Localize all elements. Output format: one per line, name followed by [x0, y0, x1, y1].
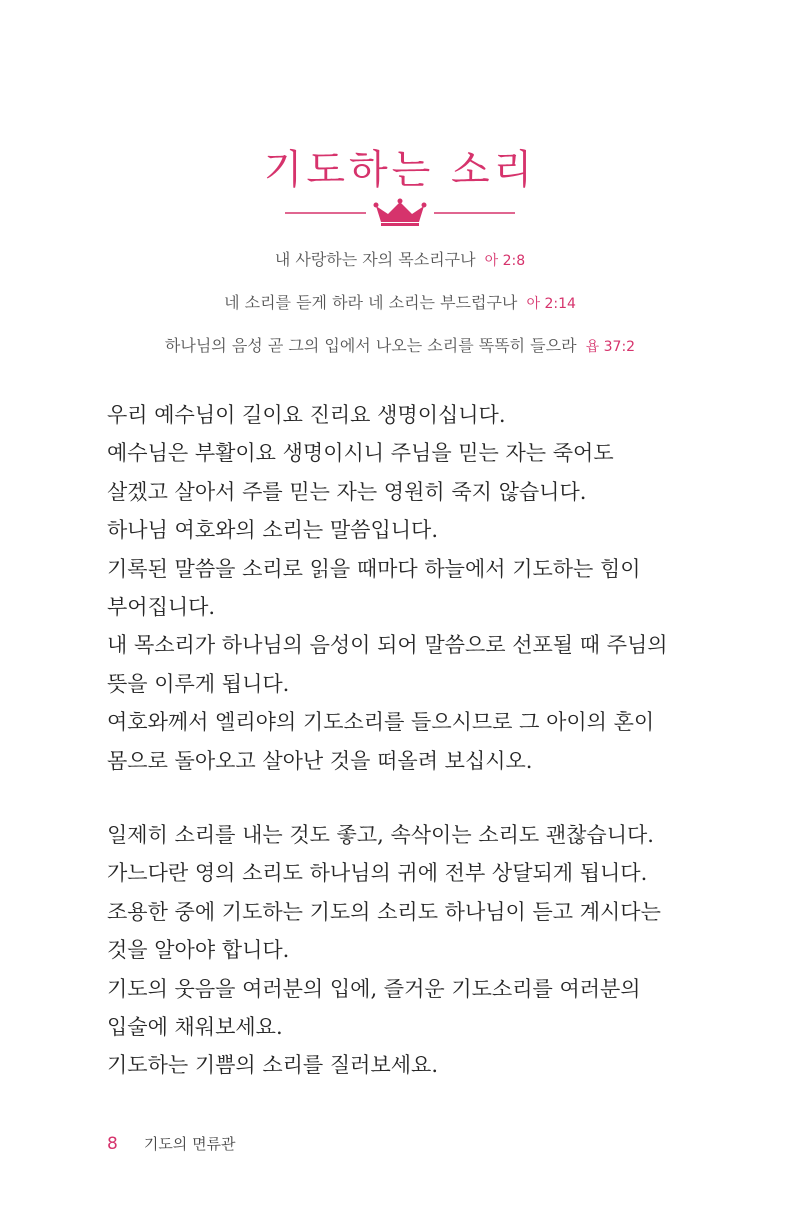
body-line: 예수님은 부활이요 생명이시니 주님을 믿는 자는 죽어도 [107, 441, 614, 466]
verse-reference: 아 2:14 [526, 296, 576, 312]
book-title: 기도의 면류관 [143, 1135, 236, 1153]
crown-icon-jewel-right [422, 203, 427, 208]
body-line: 하나님 여호와의 소리는 말씀입니다. [107, 518, 438, 543]
verse-list [0, 246, 800, 375]
verse-line [0, 332, 800, 375]
body-line: 기록된 말씀을 소리로 읽을 때마다 하늘에서 기도하는 힘이 [107, 556, 641, 581]
title-ornament [0, 196, 800, 232]
verse-reference: 욥 37:2 [585, 339, 636, 355]
body-line: 기도하는 기쁨의 소리를 질러보세요. [107, 1053, 438, 1078]
crown-icon-jewel-left [374, 203, 379, 208]
verse-reference: 아 2:8 [484, 253, 526, 269]
verse-text: 내 사랑하는 자의 목소리구나 [274, 250, 476, 269]
body-line: 기도의 웃음을 여러분의 입에, 즐거운 기도소리를 여러분의 [107, 976, 641, 1001]
crown-icon-body [376, 202, 424, 222]
verse-text: 네 소리를 듣게 하라 네 소리는 부드럽구나 [224, 293, 518, 312]
verse-line [0, 289, 800, 332]
body-line: 일제히 소리를 내는 것도 좋고, 속삭이는 소리도 괜찮습니다. [107, 823, 654, 847]
page-footer [107, 1130, 236, 1158]
body-line: 우리 예수님이 길이요 진리요 생명이십니다. [107, 403, 506, 427]
body-line: 내 목소리가 하나님의 음성이 되어 말씀으로 선포될 때 주님의 [107, 633, 668, 658]
crown-icon-jewel-center [398, 199, 403, 204]
body-line: 것을 알아야 합니다. [107, 938, 290, 963]
body-line: 여호와께서 엘리야의 기도소리를 들으시므로 그 아이의 혼이 [107, 710, 655, 735]
body-line: 입술에 채워보세요. [107, 1014, 283, 1039]
page-title: 기도하는 소리 [263, 147, 537, 193]
body-line: 가느다란 영의 소리도 하나님의 귀에 전부 상달되게 됩니다. [107, 861, 648, 886]
body-paragraph-1 [107, 396, 687, 780]
body-line: 살겠고 살아서 주를 믿는 자는 영원히 죽지 않습니다. [107, 479, 587, 504]
page-number: 8 [107, 1134, 118, 1154]
verse-line [0, 246, 800, 289]
body-paragraph-2 [107, 816, 687, 1085]
crown-icon-base [381, 223, 419, 226]
body-line: 몸으로 돌아오고 살아난 것을 떠올려 보십시오. [107, 748, 533, 773]
crown-icon [374, 199, 427, 227]
verse-text: 하나님의 음성 곧 그의 입에서 나오는 소리를 똑똑히 들으라 [164, 336, 577, 355]
body-line: 조용한 중에 기도하는 기도의 소리도 하나님이 듣고 계시다는 [107, 899, 661, 924]
body-line: 부어집니다. [107, 594, 216, 619]
body-line: 뜻을 이루게 됩니다. [107, 671, 290, 696]
